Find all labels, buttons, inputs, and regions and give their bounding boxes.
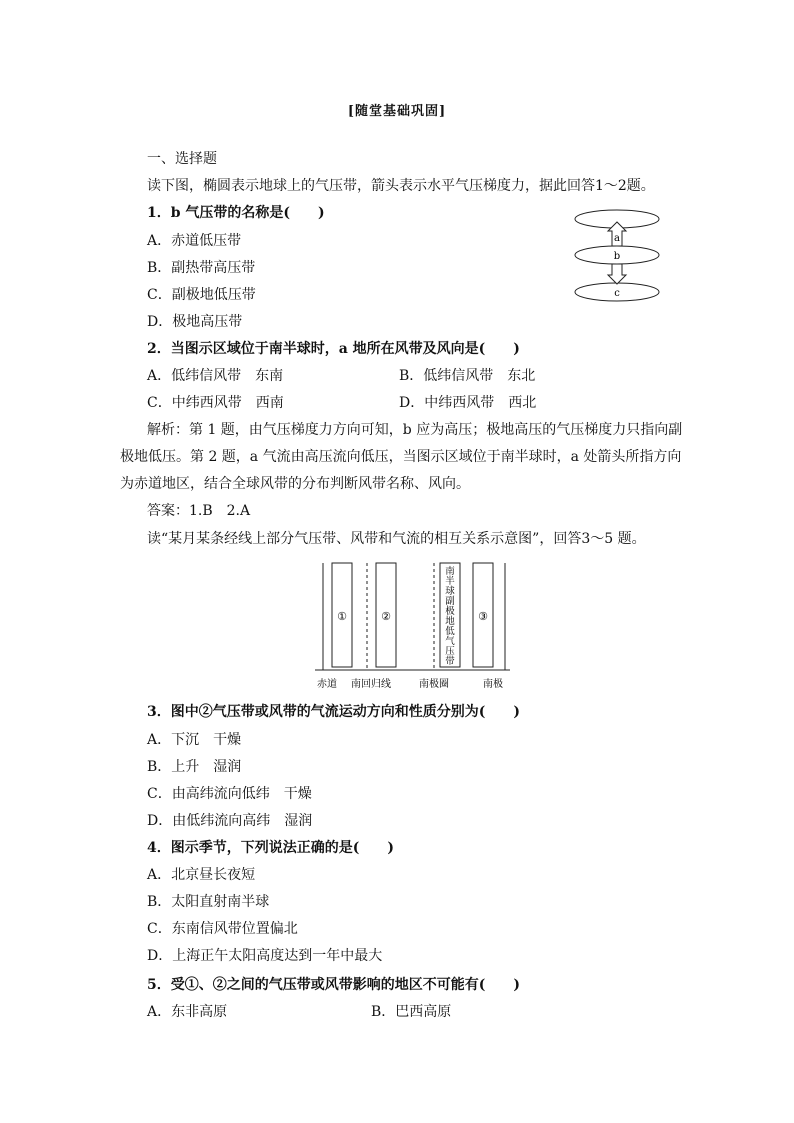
belt-char: 南 (445, 566, 455, 577)
question-1-option-c: C．副极地低压带 (147, 287, 256, 303)
intro-text-2: 读“某月某条经线上部分气压带、风带和气流的相互关系示意图”，回答3～5 题。 (147, 531, 646, 547)
question-5-option-b: B．巴西高原 (371, 1004, 452, 1020)
box-3-label: ③ (478, 610, 488, 623)
question-1-option-b: B．副热带高压带 (147, 260, 256, 276)
box-1-label: ① (337, 610, 347, 623)
label-b: b (613, 251, 621, 262)
question-3-stem: 3．图中②气压带或风带的气流运动方向和性质分别为( ) (147, 704, 520, 720)
belt-char: 气 (445, 636, 455, 647)
question-4-option-c: C．东南信风带位置偏北 (147, 921, 298, 937)
arrow-down-icon (608, 264, 626, 284)
analysis-line-3: 为赤道地区，结合全球风带的分布判断风带名称、风向。 (120, 476, 470, 492)
axis-label-antarctic-circle: 南极圈 (419, 679, 449, 690)
label-c: c (614, 288, 620, 299)
analysis-line-1: 解析：第 1 题，由气压梯度力方向可知，b 应为高压；极地高压的气压梯度力只指向副 (147, 422, 683, 438)
section-heading: 一、选择题 (147, 151, 217, 167)
belt-vertical-label (445, 565, 455, 667)
question-4-option-a: A．北京昼长夜短 (147, 867, 256, 883)
belt-char: 球 (445, 586, 455, 597)
question-2-stem: 2．当图示区域位于南半球时，a 地所在风带及风向是( ) (147, 341, 520, 357)
answer-line: 答案：1.B 2.A (147, 503, 251, 519)
belt-char: 压 (445, 646, 455, 657)
belt-char: 低 (445, 626, 455, 637)
question-3-option-c: C．由高纬流向低纬 干燥 (147, 786, 312, 802)
belt-char: 地 (445, 616, 455, 627)
axis-label-equator: 赤道 (317, 679, 337, 690)
question-2-option-a: A．低纬信风带 东南 (147, 368, 284, 384)
question-2-option-b: B．低纬信风带 东北 (399, 368, 536, 384)
analysis-line-2: 极地低压。第 2 题，a 气流由高压流向低压，当图示区域位于南半球时，a 处箭头所指方向 (120, 449, 682, 465)
question-1-stem: 1．b 气压带的名称是( ) (147, 205, 325, 221)
box-2-label: ② (381, 610, 391, 623)
question-4-stem: 4．图示季节，下列说法正确的是( ) (147, 840, 394, 856)
belt-char: 半 (445, 576, 455, 587)
question-1-option-d: D．极地高压带 (147, 314, 243, 330)
question-3-option-d: D．由低纬流向高纬 湿润 (147, 813, 313, 829)
pressure-belt-figure (570, 205, 670, 305)
axis-label-south-pole: 南极 (483, 679, 503, 690)
intro-text-1: 读下图，椭圆表示地球上的气压带，箭头表示水平气压梯度力，据此回答1～2题。 (147, 178, 655, 194)
meridian-belt-figure (310, 560, 520, 695)
question-2-option-c: C．中纬西风带 西南 (147, 395, 284, 411)
question-1-option-a: A．赤道低压带 (147, 233, 242, 249)
axis-label-tropic: 南回归线 (351, 679, 391, 690)
belt-char: 极 (445, 606, 455, 617)
question-5-stem: 5．受①、②之间的气压带或风带影响的地区不可能有( ) (147, 977, 520, 993)
question-3-option-a: A．下沉 干燥 (147, 732, 242, 748)
question-4-option-b: B．太阳直射南半球 (147, 894, 270, 910)
question-2-option-d: D．中纬西风带 西北 (399, 395, 537, 411)
label-a: a (614, 233, 620, 244)
question-4-option-d: D．上海正午太阳高度达到一年中最大 (147, 948, 383, 964)
belt-char: 带 (445, 656, 455, 667)
question-5-option-a: A．东非高原 (147, 1004, 228, 1020)
section-title: [随堂基础巩固] (347, 104, 447, 119)
belt-char: 副 (445, 596, 455, 607)
question-3-option-b: B．上升 湿润 (147, 759, 242, 775)
